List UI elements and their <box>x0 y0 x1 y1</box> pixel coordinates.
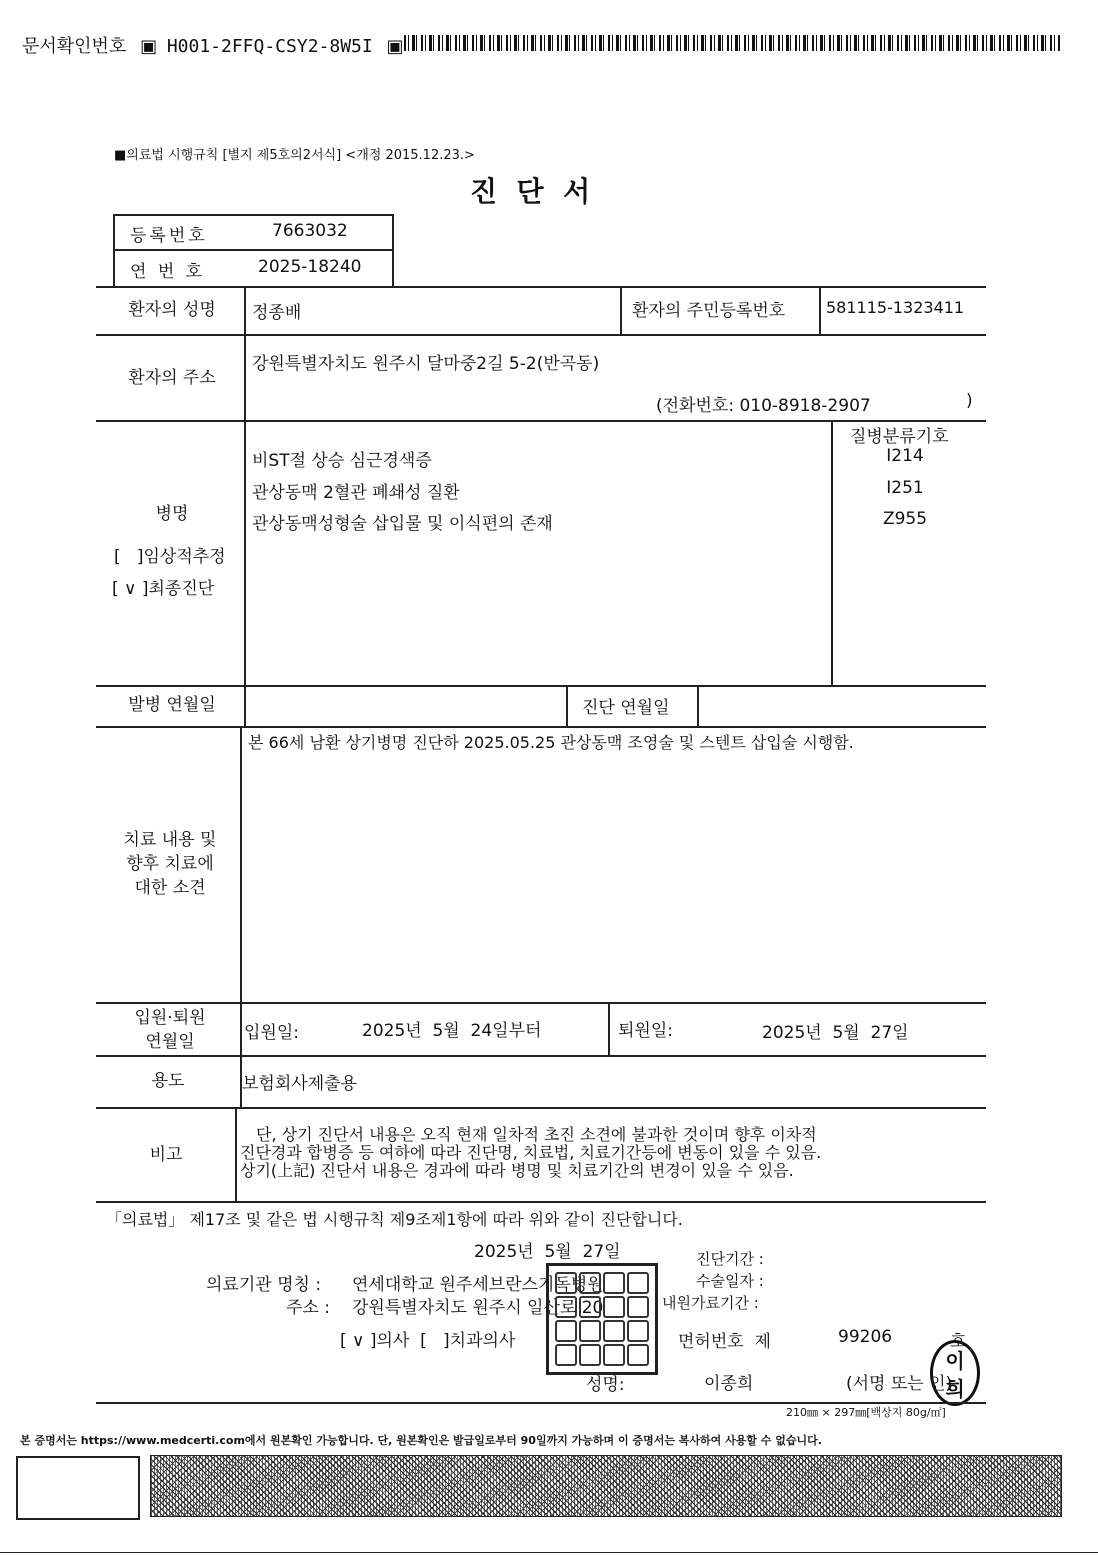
rule <box>697 685 699 726</box>
rule <box>96 286 986 288</box>
diagnosis-date-label: 진단 연월일 <box>582 698 670 718</box>
outpatient-period-label: 내원가료기간 : <box>662 1294 759 1312</box>
seal-char: 이 <box>945 1349 965 1373</box>
certification-statement: 「의료법」 제17조 및 같은 법 시행규칙 제9조제1항에 따라 위와 같이 진단합니다. <box>106 1210 683 1229</box>
license-suffix: 호 <box>950 1332 967 1352</box>
remarks-line: 단, 상기 진단서 내용은 오직 현재 일차적 초진 소견에 불과한 것이며 향후 이차적 <box>256 1125 817 1144</box>
serial-label: 연 번 호 <box>130 262 206 282</box>
diagnosis-period-label: 진단기간 : <box>696 1250 764 1268</box>
rule <box>566 685 568 726</box>
admission-label-line: 연월일 <box>145 1032 195 1052</box>
treatment-label-line: 향후 치료에 <box>126 854 214 874</box>
patient-name-label: 환자의 성명 <box>128 300 216 320</box>
patient-rrn-value: 581115-1323411 <box>826 298 965 317</box>
issue-date: 2025년 5월 27일 <box>474 1242 621 1262</box>
patient-name-value: 정종배 <box>252 303 302 323</box>
verification-box <box>16 1456 140 1520</box>
rule <box>113 214 115 286</box>
admit-label: 입원일: <box>244 1023 299 1043</box>
rule <box>96 1055 986 1057</box>
rule <box>96 685 986 687</box>
signer-name: 이종희 <box>704 1374 754 1394</box>
patient-phone-close: ) <box>966 391 973 411</box>
institution-value: 연세대학교 원주세브란스기독병원 <box>352 1275 604 1295</box>
rule <box>240 726 242 1107</box>
remarks-line: 상기(上記) 진단서 내용은 경과에 따라 병명 및 치료기간의 변경이 있을 수 있음. <box>240 1161 794 1180</box>
rule <box>96 1002 986 1004</box>
patient-address-value: 강원특별자치도 원주시 달마중2길 5-2(반곡동) <box>252 354 600 374</box>
reg-label: 등록번호 <box>130 226 208 246</box>
rule <box>819 286 821 334</box>
rule <box>392 214 394 286</box>
barcode-image <box>404 35 1060 51</box>
admission-label-line: 입원·퇴원 <box>134 1008 206 1028</box>
treatment-label <box>100 828 240 900</box>
hospital-stamp-icon <box>546 1263 658 1375</box>
rule <box>235 1107 237 1201</box>
surgery-date-label: 수술일자 : <box>696 1272 764 1290</box>
clinical-estimate-checkbox: [ ]임상적추정 <box>114 547 226 567</box>
doc-check-number: H001-2FFQ-CSY2-8W5I <box>166 36 373 57</box>
rule <box>96 1107 986 1109</box>
box-mark-icon: ▣ <box>140 36 158 57</box>
box-mark-icon: ▣ <box>386 36 404 57</box>
doctor-seal-icon <box>930 1340 980 1406</box>
final-diagnosis-checkbox: [ ∨ ]최종진단 <box>112 579 215 599</box>
remarks-label: 비고 <box>149 1145 183 1165</box>
diagnosis-name: 관상동맥 2혈관 폐쇄성 질환 <box>252 483 460 503</box>
doc-check-header <box>22 32 403 58</box>
diagnosis-label: 병명 <box>155 504 189 524</box>
discharge-value: 2025년 5월 27일 <box>762 1023 909 1043</box>
institution-label: 의료기관 명칭 : <box>206 1275 322 1295</box>
rule <box>608 1002 610 1055</box>
onset-date-label: 발병 연월일 <box>128 695 216 715</box>
discharge-label: 퇴원일: <box>618 1021 673 1041</box>
remarks-line: 진단경과 합병증 등 여하에 따라 진단명, 치료법, 치료기간등에 변동이 있을 수 있음. <box>240 1143 822 1162</box>
seal-char: 희 <box>945 1377 965 1401</box>
rule <box>113 214 394 216</box>
patient-address-label: 환자의 주소 <box>128 368 216 388</box>
rule <box>96 334 986 336</box>
rule <box>620 286 622 334</box>
rule <box>96 726 986 728</box>
admission-label <box>100 1006 240 1054</box>
treatment-label-line: 대한 소견 <box>134 878 206 898</box>
diagnosis-code: Z955 <box>882 509 928 529</box>
rule <box>96 1201 986 1203</box>
verification-notice: 본 증명서는 https://www.medcerti.com에서 원본확인 가능합니다. 단, 원본확인은 발급일로부터 90일까지 가능하며 이 증명서는 복사하여 사용할 수 없습니다. <box>20 1434 822 1447</box>
doc-check-label: 문서확인번호 <box>22 36 127 57</box>
diagnosis-code: I214 <box>886 446 924 466</box>
diagnosis-code: I251 <box>886 478 924 498</box>
security-pattern-image <box>150 1455 1062 1517</box>
disease-code-header: 질병분류기호 <box>850 427 949 447</box>
diagnosis-name: 비ST절 상승 심근경색증 <box>252 451 432 471</box>
treatment-label-line: 치료 내용 및 <box>123 830 217 850</box>
admit-value: 2025년 5월 24일부터 <box>362 1021 542 1041</box>
rule <box>113 249 394 251</box>
signer-label: 성명: <box>586 1375 625 1395</box>
institution-address-value: 강원특별자치도 원주시 일산로 20 <box>352 1298 604 1318</box>
document-title: 진 단 서 <box>470 175 591 208</box>
sign-note: (서명 또는 인) <box>846 1374 953 1394</box>
patient-phone-value: (전화번호: 010-8918-2907 <box>656 396 871 416</box>
rule <box>244 286 246 726</box>
license-label: 면허번호 제 <box>678 1332 771 1352</box>
rule <box>831 420 833 685</box>
patient-rrn-label: 환자의 주민등록번호 <box>632 301 786 321</box>
serial-value: 2025-18240 <box>258 257 362 277</box>
diagnosis-name: 관상동맥성형술 삽입물 및 이식편의 존재 <box>252 514 553 534</box>
doctor-type: [ ∨ ]의사 [ ]치과의사 <box>340 1331 516 1351</box>
license-number: 99206 <box>838 1327 893 1347</box>
purpose-value: 보험회사제출용 <box>242 1074 357 1094</box>
rule <box>0 1552 1098 1553</box>
institution-address-label: 주소 : <box>286 1298 330 1318</box>
form-reference: ■의료법 시행규칙 [별지 제5호의2서식] <개정 2015.12.23.> <box>114 148 475 163</box>
reg-value: 7663032 <box>272 221 348 241</box>
treatment-text: 본 66세 남환 상기병명 진단하 2025.05.25 관상동맥 조영술 및 스텐트 삽입술 시행함. <box>248 733 854 752</box>
purpose-label: 용도 <box>151 1071 185 1091</box>
paper-spec: 210㎜ × 297㎜[백상지 80g/㎡] <box>786 1406 946 1419</box>
